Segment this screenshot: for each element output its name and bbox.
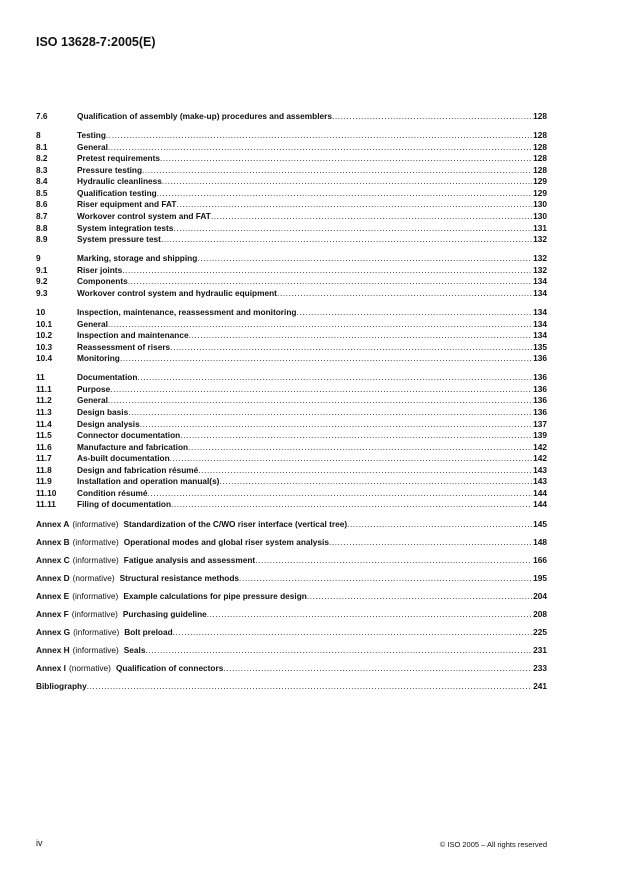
- entry-title: Filing of documentation: [77, 499, 172, 510]
- annex-kind: (informative): [72, 555, 119, 566]
- annex-label: Annex E: [36, 591, 70, 602]
- entry-title: Design and fabrication résumé: [77, 464, 199, 475]
- toc-entry[interactable]: [36, 176, 547, 188]
- entry-title: Installation and operation manual(s): [77, 476, 220, 487]
- annex-kind: (informative): [73, 627, 120, 638]
- dot-leader: [173, 623, 533, 641]
- dot-leader: [171, 499, 532, 511]
- entry-number: 10: [36, 306, 46, 317]
- entry-number: 11.3: [36, 406, 52, 417]
- entry-page: 137: [533, 418, 547, 429]
- entry-page: 128: [533, 141, 547, 152]
- dot-leader: [162, 176, 532, 188]
- toc-entry[interactable]: [36, 199, 547, 211]
- entry-title: Marking, storage and shipping: [77, 253, 198, 264]
- dot-leader: [189, 330, 533, 342]
- entry-number: 11.10: [36, 487, 57, 498]
- entry-number: 9.1: [36, 264, 48, 275]
- toc-entry[interactable]: [36, 288, 547, 300]
- dot-leader: [120, 353, 532, 365]
- entry-title: Purpose: [77, 383, 111, 394]
- entry-page: 129: [533, 187, 547, 198]
- toc-entry[interactable]: [36, 342, 547, 354]
- annex-entry[interactable]: [36, 587, 547, 605]
- entry-page: 143: [533, 464, 547, 475]
- dot-leader: [223, 659, 532, 677]
- dot-leader: [122, 265, 532, 277]
- toc-entry[interactable]: [36, 488, 547, 500]
- entry-page: 135: [533, 341, 547, 352]
- dot-leader: [176, 199, 532, 211]
- entry-number: 11.1: [36, 383, 52, 394]
- bibliography-entry[interactable]: [36, 677, 547, 695]
- annex-label: Annex I: [36, 663, 66, 674]
- entry-title: Design analysis: [77, 418, 140, 429]
- dot-leader: [211, 211, 532, 223]
- entry-number: 11.7: [36, 453, 52, 464]
- annex-entry[interactable]: [36, 515, 547, 533]
- entry-title: Design basis: [77, 406, 129, 417]
- entry-title: Reassessment of risers: [77, 341, 171, 352]
- annex-kind: (normative): [72, 573, 115, 584]
- annex-label: Annex D: [36, 573, 70, 584]
- annex-title: Purchasing guideline: [122, 609, 207, 620]
- entry-number: 11.6: [36, 441, 52, 452]
- annex-entry[interactable]: [36, 569, 547, 587]
- toc-entry[interactable]: [36, 153, 547, 165]
- entry-number: 11.8: [36, 464, 52, 475]
- entry-page: 231: [533, 645, 547, 656]
- toc-section-group: [36, 130, 547, 245]
- entry-number: 10.2: [36, 330, 53, 341]
- annex-label: Annex H: [36, 645, 70, 656]
- toc-entry[interactable]: [36, 453, 547, 465]
- entry-page: 195: [533, 573, 547, 584]
- toc-entry[interactable]: [36, 307, 547, 319]
- dot-leader: [255, 551, 532, 569]
- dot-leader: [128, 276, 532, 288]
- entry-title: Qualification testing: [77, 187, 157, 198]
- toc-entry[interactable]: [36, 353, 547, 365]
- entry-title: Connector documentation: [77, 430, 181, 441]
- entry-page: 130: [533, 199, 547, 210]
- toc-entry[interactable]: [36, 330, 547, 342]
- annex-title: Example calculations for pipe pressure design: [123, 591, 307, 602]
- annex-entry[interactable]: [36, 605, 547, 623]
- dot-leader: [277, 288, 532, 300]
- toc-entry[interactable]: [36, 476, 547, 488]
- entry-title: Condition résumé: [77, 487, 148, 498]
- annex-title: Operational modes and global riser system analysis: [123, 537, 329, 548]
- dot-leader: [145, 641, 532, 659]
- entry-page: 128: [533, 164, 547, 175]
- entry-number: 9.3: [36, 287, 48, 298]
- entry-title: Workover control system and FAT: [77, 210, 211, 221]
- toc-entry[interactable]: [36, 165, 547, 177]
- dot-leader: [108, 319, 532, 331]
- annex-entry[interactable]: [36, 551, 547, 569]
- entry-title: Components: [77, 276, 128, 287]
- annex-kind: (informative): [71, 609, 118, 620]
- annex-title: Qualification of connectors: [115, 663, 224, 674]
- entry-number: 8.6: [36, 199, 48, 210]
- toc-section-group: [36, 307, 547, 365]
- dot-leader: [128, 407, 532, 419]
- toc-entry[interactable]: [36, 130, 547, 142]
- entry-title: System integration tests: [77, 222, 174, 233]
- entry-number: 11.5: [36, 430, 52, 441]
- dot-leader: [140, 419, 532, 431]
- document-header: ISO 13628-7:2005(E): [36, 35, 156, 49]
- entry-page: 134: [533, 330, 547, 341]
- dot-leader: [188, 442, 532, 454]
- entry-number: 11.4: [36, 418, 52, 429]
- entry-title: Pretest requirements: [77, 153, 161, 164]
- entry-page: 136: [533, 372, 547, 383]
- copyright-notice: © ISO 2005 – All rights reserved: [439, 840, 547, 849]
- entry-page: 134: [533, 318, 547, 329]
- entry-page: 166: [533, 555, 547, 566]
- entry-number: 8.4: [36, 176, 48, 187]
- dot-leader: [106, 130, 532, 142]
- entry-number: 8.2: [36, 153, 48, 164]
- toc-entry[interactable]: [36, 188, 547, 200]
- entry-title: Hydraulic cleanliness: [77, 176, 162, 187]
- toc-entry[interactable]: [36, 223, 547, 235]
- entry-number: 10.4: [36, 353, 53, 364]
- entry-page: 132: [533, 264, 547, 275]
- entry-page: 136: [533, 353, 547, 364]
- dot-leader: [148, 488, 533, 500]
- entry-page: 208: [533, 609, 547, 620]
- entry-number: 8.9: [36, 234, 48, 245]
- entry-title: As-built documentation: [77, 453, 170, 464]
- entry-page: 134: [533, 276, 547, 287]
- toc-entry[interactable]: [36, 384, 547, 396]
- dot-leader: [239, 569, 532, 587]
- annex-kind: (informative): [72, 537, 119, 548]
- toc-entry[interactable]: [36, 499, 547, 511]
- dot-leader: [329, 533, 532, 551]
- dot-leader: [157, 188, 532, 200]
- dot-leader: [307, 587, 532, 605]
- dot-leader: [108, 142, 532, 154]
- annex-title: Fatigue analysis and assessment: [123, 555, 256, 566]
- entry-number: 8: [36, 130, 41, 141]
- dot-leader: [173, 223, 532, 235]
- annex-title: Standardization of the C/WO riser interface (vertical tree): [123, 519, 348, 530]
- entry-page: 128: [533, 130, 547, 141]
- entry-page: 148: [533, 537, 547, 548]
- entry-title: General: [77, 141, 108, 152]
- dot-leader: [137, 372, 532, 384]
- entry-page: 132: [533, 234, 547, 245]
- entry-title: Manufacture and fabrication: [77, 441, 189, 452]
- annex-label: Annex A: [36, 519, 70, 530]
- entry-title: Documentation: [77, 372, 138, 383]
- entry-page: 145: [533, 519, 547, 530]
- toc-entry[interactable]: [36, 253, 547, 265]
- dot-leader: [170, 453, 533, 465]
- toc-entry[interactable]: [36, 372, 547, 384]
- entry-page: 225: [533, 627, 547, 638]
- entry-title: Inspection and maintenance: [77, 330, 189, 341]
- entry-number: 8.8: [36, 222, 48, 233]
- toc-entry[interactable]: [36, 111, 547, 123]
- entry-title: Pressure testing: [77, 164, 143, 175]
- entry-page: 136: [533, 395, 547, 406]
- toc-entry[interactable]: [36, 407, 547, 419]
- annex-entry[interactable]: [36, 641, 547, 659]
- entry-title: Inspection, maintenance, reassessment and monitoring: [77, 306, 297, 317]
- entry-title: Monitoring: [77, 353, 120, 364]
- entry-number: 11.11: [36, 499, 56, 510]
- entry-title: System pressure test: [77, 234, 161, 245]
- annex-kind: (normative): [68, 663, 111, 674]
- entry-title: General: [77, 395, 108, 406]
- entry-page: 129: [533, 176, 547, 187]
- toc-entry[interactable]: [36, 465, 547, 477]
- entry-number: 8.3: [36, 164, 48, 175]
- annex-kind: (informative): [72, 645, 119, 656]
- entry-page: 134: [533, 306, 547, 317]
- entry-page: 144: [533, 487, 547, 498]
- dot-leader: [332, 111, 532, 123]
- toc-entry[interactable]: [36, 142, 547, 154]
- annex-title: Seals: [123, 645, 146, 656]
- dot-leader: [142, 165, 532, 177]
- entry-number: 11.2: [36, 395, 52, 406]
- entry-number: 10.1: [36, 318, 53, 329]
- entry-page: 241: [533, 681, 547, 692]
- toc-entry[interactable]: [36, 419, 547, 431]
- dot-leader: [161, 234, 532, 246]
- dot-leader: [170, 342, 532, 354]
- entry-title: Qualification of assembly (make-up) procedures and assemblers: [77, 111, 332, 121]
- entry-page: 131: [533, 222, 547, 233]
- annex-label: Annex C: [36, 555, 70, 566]
- annex-label: Annex G: [36, 627, 71, 638]
- table-of-contents: [36, 111, 547, 695]
- toc-entry[interactable]: [36, 319, 547, 331]
- toc-entry[interactable]: [36, 395, 547, 407]
- annex-title: Structural resistance methods: [119, 573, 240, 584]
- toc-section-group: [36, 372, 547, 511]
- entry-page: 130: [533, 210, 547, 221]
- annex-kind: (informative): [72, 519, 119, 530]
- annex-title: Bolt preload: [124, 627, 173, 638]
- dot-leader: [180, 430, 532, 442]
- bibliography-title: Bibliography: [36, 681, 87, 692]
- dot-leader: [108, 395, 532, 407]
- entry-number: 8.7: [36, 210, 48, 221]
- entry-number: 10.3: [36, 341, 53, 352]
- dot-leader: [347, 515, 532, 533]
- entry-page: 144: [533, 499, 547, 510]
- annex-list: [36, 515, 547, 695]
- toc-entry[interactable]: [36, 276, 547, 288]
- annex-label: Annex F: [36, 609, 69, 620]
- entry-page: 136: [533, 383, 547, 394]
- toc-entry[interactable]: [36, 430, 547, 442]
- toc-section-group: [36, 253, 547, 299]
- entry-number: 11.9: [36, 476, 52, 487]
- entry-number: 7.6: [36, 111, 48, 121]
- toc-entry[interactable]: [36, 234, 547, 246]
- dot-leader: [197, 253, 532, 265]
- toc-entry[interactable]: [36, 265, 547, 277]
- dot-leader: [87, 677, 532, 695]
- dot-leader: [207, 605, 532, 623]
- toc-section-group: [36, 111, 547, 123]
- entry-title: General: [77, 318, 108, 329]
- entry-page: 233: [533, 663, 547, 674]
- dot-leader: [110, 384, 532, 396]
- dot-leader: [198, 465, 532, 477]
- dot-leader: [160, 153, 532, 165]
- entry-number: 8.1: [36, 141, 48, 152]
- entry-number: 11: [36, 372, 45, 383]
- entry-page: 139: [533, 430, 547, 441]
- toc-entry[interactable]: [36, 442, 547, 454]
- entry-number: 8.5: [36, 187, 48, 198]
- annex-kind: (informative): [72, 591, 119, 602]
- annex-entry[interactable]: [36, 623, 547, 641]
- toc-entry[interactable]: [36, 211, 547, 223]
- annex-entry[interactable]: [36, 533, 547, 551]
- entry-page: 136: [533, 406, 547, 417]
- entry-number: 9.2: [36, 276, 48, 287]
- entry-title: Workover control system and hydraulic equipment: [77, 287, 277, 298]
- entry-page: 128: [533, 111, 547, 121]
- entry-title: Testing: [77, 130, 106, 141]
- entry-title: Riser equipment and FAT: [77, 199, 177, 210]
- entry-page: 132: [533, 253, 547, 264]
- dot-leader: [296, 307, 532, 319]
- entry-page: 143: [533, 476, 547, 487]
- annex-entry[interactable]: [36, 659, 547, 677]
- entry-title: Riser joints: [77, 264, 123, 275]
- dot-leader: [219, 476, 532, 488]
- annex-label: Annex B: [36, 537, 70, 548]
- entry-page: 134: [533, 287, 547, 298]
- entry-page: 142: [533, 453, 547, 464]
- entry-number: 9: [36, 253, 41, 264]
- entry-page: 128: [533, 153, 547, 164]
- entry-page: 204: [533, 591, 547, 602]
- entry-page: 142: [533, 441, 547, 452]
- page-number: iv: [36, 838, 43, 848]
